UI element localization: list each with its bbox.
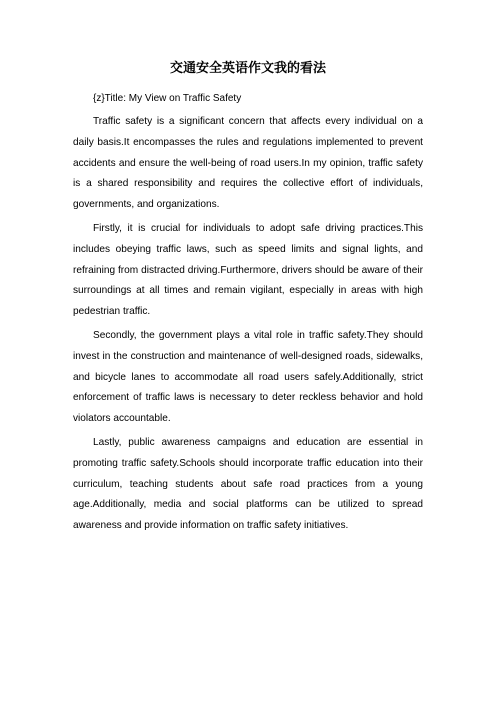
document-title: 交通安全英语作文我的看法 [169, 61, 326, 76]
paragraph-individuals: Firstly, it is crucial for individuals to adopt safe driving practices.This includes obeying traffic laws, such as speed limits and signal lights, and refraining from distracted driving.Furthermore, drivers should be aware of their surroundings at all times and remain vigilant, especially in areas with high pedestrian traffic. [73, 222, 423, 318]
paragraph-government: Secondly, the government plays a vital role in traffic safety.They should invest in the construction and maintenance of well-designed roads, sidewalks, and bicycle lanes to accommodate all road users safely.Additionally, strict enforcement of traffic laws is necessary to deter reckless behavior and hold violators accountable. [73, 329, 423, 425]
paragraph-education: Lastly, public awareness campaigns and education are essential in promoting traffic safety.Schools should incorporate traffic education into their curriculum, teaching students about safe road practices from a young age.Additionally, media and social platforms can be utilized to spread awareness and provide information on traffic safety initiatives. [73, 436, 423, 532]
document-subtitle: {z}Title: My View on Traffic Safety [93, 93, 242, 104]
paragraph-intro: Traffic safety is a significant concern that affects every individual on a daily basis.It encompasses the rules and regulations implemented to prevent accidents and ensure the well-being of road users.In my opinion, traffic safety is a shared responsibility and requires the collective effort of individuals, governments, and organizations. [73, 116, 423, 211]
